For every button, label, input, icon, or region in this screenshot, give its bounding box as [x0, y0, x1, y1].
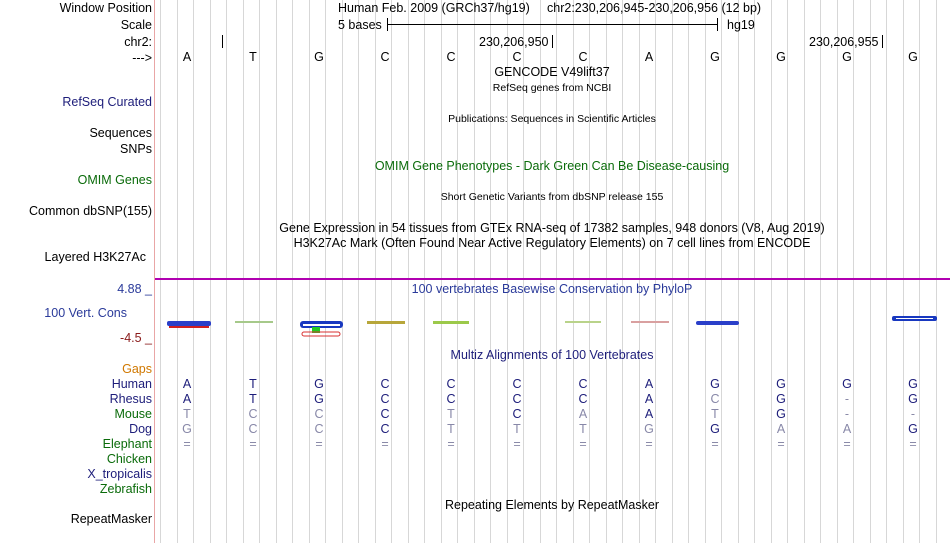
label-chicken: Chicken — [106, 452, 152, 466]
grid-line — [919, 0, 920, 543]
gencode-title: GENCODE V49lift37 — [494, 65, 610, 79]
grid-line — [705, 0, 706, 543]
grid-line — [490, 0, 491, 543]
label-cons-max: 4.88 _ — [117, 282, 152, 296]
conservation-description: 100 vertebrates Basewise Conservation by PhyloP — [411, 282, 693, 296]
publications-description: Publications: Sequences in Scientific Articles — [448, 113, 656, 125]
label-window-position: Window Position — [59, 1, 152, 15]
alignment-base-dog: G — [644, 422, 654, 436]
label-elephant: Elephant — [102, 437, 152, 451]
coord-tick-start — [222, 35, 223, 48]
alignment-base-rhesus: C — [380, 392, 390, 406]
alignment-base-rhesus: A — [644, 392, 654, 406]
alignment-base-rhesus: - — [844, 392, 850, 406]
alignment-base-human: C — [380, 377, 390, 391]
alignment-base-rhesus: C — [710, 392, 720, 406]
cons-glyph-A1 — [167, 321, 211, 328]
label-layered-h3k27ac[interactable]: Layered H3K27Ac — [44, 250, 146, 264]
alignment-base-human: G — [314, 377, 324, 391]
grid-line — [672, 0, 673, 543]
alignment-base-elephant: = — [315, 437, 323, 451]
grid-line — [655, 0, 656, 543]
scale-bar-left-tick — [387, 18, 388, 31]
cons-glyph-C1 — [367, 321, 405, 324]
grid-line — [688, 0, 689, 543]
alignment-base-rhesus: A — [182, 392, 192, 406]
label-gaps: Gaps — [122, 362, 152, 376]
coord-label-2: 230,206,955 — [809, 35, 879, 49]
alignment-base-dog: C — [380, 422, 390, 436]
alignment-base-mouse: C — [248, 407, 258, 421]
alignment-base-human: C — [446, 377, 456, 391]
alignment-base-mouse: G — [776, 407, 786, 421]
repeatmasker-description: Repeating Elements by RepeatMasker — [444, 498, 660, 512]
label-rhesus: Rhesus — [109, 392, 152, 406]
alignment-base-elephant: = — [909, 437, 917, 451]
window-position-text: chr2:230,206,945-230,206,956 (12 bp) — [547, 1, 762, 15]
grid-line — [754, 0, 755, 543]
track-data-pane[interactable] — [155, 0, 950, 543]
label-dog: Dog — [129, 422, 152, 436]
alignment-base-dog: A — [776, 422, 786, 436]
alignment-base-human: A — [182, 377, 192, 391]
alignment-base-mouse: - — [910, 407, 916, 421]
alignment-base-human: G — [908, 377, 918, 391]
multiz-description: Multiz Alignments of 100 Vertebrates — [450, 348, 654, 362]
alignment-base-dog: T — [513, 422, 521, 436]
grid-line — [160, 0, 161, 543]
refseq-description: RefSeq genes from NCBI — [492, 82, 612, 94]
reference-base: G — [842, 50, 852, 64]
grid-line — [639, 0, 640, 543]
omim-description: OMIM Gene Phenotypes - Dark Green Can Be Disease-causing — [374, 159, 730, 173]
grid-line — [721, 0, 722, 543]
alignment-base-human: G — [776, 377, 786, 391]
alignment-base-rhesus: C — [578, 392, 588, 406]
reference-base: G — [314, 50, 324, 64]
grid-line — [309, 0, 310, 543]
reference-base: T — [249, 50, 257, 64]
alignment-base-elephant: = — [513, 437, 521, 451]
alignment-base-dog: A — [842, 422, 852, 436]
gtex-description: Gene Expression in 54 tissues from GTEx RNA-seq of 17382 samples, 948 donors (V8, Aug 2019) — [279, 221, 825, 235]
scale-bar — [387, 24, 717, 25]
label-repeatmasker[interactable]: RepeatMasker — [70, 512, 152, 526]
coord-tick-1 — [552, 35, 553, 48]
alignment-base-rhesus: G — [776, 392, 786, 406]
alignment-base-rhesus: G — [314, 392, 324, 406]
grid-line — [787, 0, 788, 543]
alignment-base-elephant: = — [183, 437, 191, 451]
alignment-base-dog: G — [182, 422, 192, 436]
alignment-base-mouse: T — [447, 407, 455, 421]
alignment-base-mouse: T — [711, 407, 719, 421]
alignment-base-elephant: = — [843, 437, 851, 451]
grid-line — [243, 0, 244, 543]
grid-line — [936, 0, 937, 543]
grid-line — [853, 0, 854, 543]
alignment-base-mouse: C — [380, 407, 390, 421]
alignment-base-elephant: = — [711, 437, 719, 451]
cons-glyph-C2 — [433, 321, 469, 324]
grid-line — [292, 0, 293, 543]
grid-line — [342, 0, 343, 543]
label-sequences[interactable]: Sequences — [89, 126, 152, 140]
grid-line — [193, 0, 194, 543]
alignment-base-rhesus: C — [446, 392, 456, 406]
label-refseq-curated[interactable]: RefSeq Curated — [62, 95, 152, 109]
alignment-base-dog: T — [447, 422, 455, 436]
alignment-base-elephant: = — [447, 437, 455, 451]
grid-line — [738, 0, 739, 543]
cons-glyph-A2 — [631, 321, 669, 323]
grid-line — [441, 0, 442, 543]
grid-line — [325, 0, 326, 543]
alignment-base-elephant: = — [381, 437, 389, 451]
reference-base: C — [446, 50, 456, 64]
label-chrom: chr2: — [124, 35, 152, 49]
alignment-base-dog: T — [579, 422, 587, 436]
reference-base: G — [908, 50, 918, 64]
reference-base: G — [776, 50, 786, 64]
alignment-base-elephant: = — [777, 437, 785, 451]
cons-glyph-G2 — [696, 321, 739, 325]
grid-line — [210, 0, 211, 543]
alignment-base-mouse: C — [512, 407, 522, 421]
alignment-base-elephant: = — [645, 437, 653, 451]
grid-line — [177, 0, 178, 543]
alignment-base-mouse: T — [183, 407, 191, 421]
grid-line — [457, 0, 458, 543]
grid-line — [408, 0, 409, 543]
cons-glyph-C3 — [565, 321, 601, 323]
grid-line — [886, 0, 887, 543]
grid-line — [771, 0, 772, 543]
label-zebrafish: Zebrafish — [99, 482, 152, 496]
alignment-base-dog: C — [314, 422, 324, 436]
cons-glyph-G1 — [300, 321, 343, 336]
scale-text: 5 bases — [338, 18, 382, 32]
alignment-base-mouse: C — [314, 407, 324, 421]
alignment-base-mouse: - — [844, 407, 850, 421]
scale-db: hg19 — [727, 18, 755, 32]
alignment-base-rhesus: T — [249, 392, 257, 406]
label-x-tropicalis: X_tropicalis — [87, 467, 152, 481]
reference-base: C — [512, 50, 522, 64]
alignment-base-human: T — [249, 377, 257, 391]
label-human: Human — [111, 377, 152, 391]
label-omim-genes[interactable]: OMIM Genes — [77, 173, 152, 187]
grid-line — [474, 0, 475, 543]
alignment-base-elephant: = — [579, 437, 587, 451]
alignment-base-elephant: = — [249, 437, 257, 451]
alignment-base-dog: G — [710, 422, 720, 436]
label-scale: Scale — [120, 18, 152, 32]
grid-line — [259, 0, 260, 543]
coord-tick-2 — [882, 35, 883, 48]
grid-line — [375, 0, 376, 543]
reference-base: C — [380, 50, 390, 64]
grid-line — [903, 0, 904, 543]
alignment-base-human: C — [578, 377, 588, 391]
alignment-base-rhesus: C — [512, 392, 522, 406]
dbsnp-description: Short Genetic Variants from dbSNP release 155 — [440, 191, 664, 203]
alignment-base-dog: G — [908, 422, 918, 436]
coord-label-1: 230,206,950 — [479, 35, 549, 49]
conservation-top-separator — [155, 278, 950, 280]
label-strand: ---> — [132, 51, 152, 65]
conservation-plot — [155, 310, 950, 340]
h3k27ac-description: H3K27Ac Mark (Often Found Near Active Regulatory Elements) on 7 cell lines from ENCODE — [293, 236, 811, 250]
alignment-base-dog: C — [248, 422, 258, 436]
track-label-pane — [0, 0, 154, 543]
assembly-title: Human Feb. 2009 (GRCh37/hg19) — [338, 1, 530, 15]
alignment-base-mouse: A — [644, 407, 654, 421]
grid-line — [358, 0, 359, 543]
cons-glyph-G3 — [892, 316, 937, 321]
label-mouse: Mouse — [114, 407, 152, 421]
alignment-base-human: C — [512, 377, 522, 391]
cons-glyph-T — [235, 321, 273, 323]
grid-line — [837, 0, 838, 543]
alignment-base-mouse: A — [578, 407, 588, 421]
label-common-dbsnp[interactable]: Common dbSNP(155) — [29, 204, 152, 218]
grid-line — [391, 0, 392, 543]
grid-line — [622, 0, 623, 543]
label-cons-min: -4.5 _ — [120, 331, 152, 345]
label-100-vert-cons[interactable]: 100 Vert. Cons — [44, 306, 127, 320]
scale-bar-right-tick — [717, 18, 718, 31]
alignment-base-rhesus: G — [908, 392, 918, 406]
reference-base: C — [578, 50, 588, 64]
reference-base: A — [644, 50, 654, 64]
grid-line — [870, 0, 871, 543]
grid-line — [820, 0, 821, 543]
label-snps[interactable]: SNPs — [120, 142, 152, 156]
alignment-base-human: A — [644, 377, 654, 391]
grid-line — [276, 0, 277, 543]
reference-base: G — [710, 50, 720, 64]
grid-line — [804, 0, 805, 543]
reference-base: A — [182, 50, 192, 64]
grid-line — [226, 0, 227, 543]
alignment-base-human: G — [842, 377, 852, 391]
alignment-base-human: G — [710, 377, 720, 391]
grid-line — [424, 0, 425, 543]
